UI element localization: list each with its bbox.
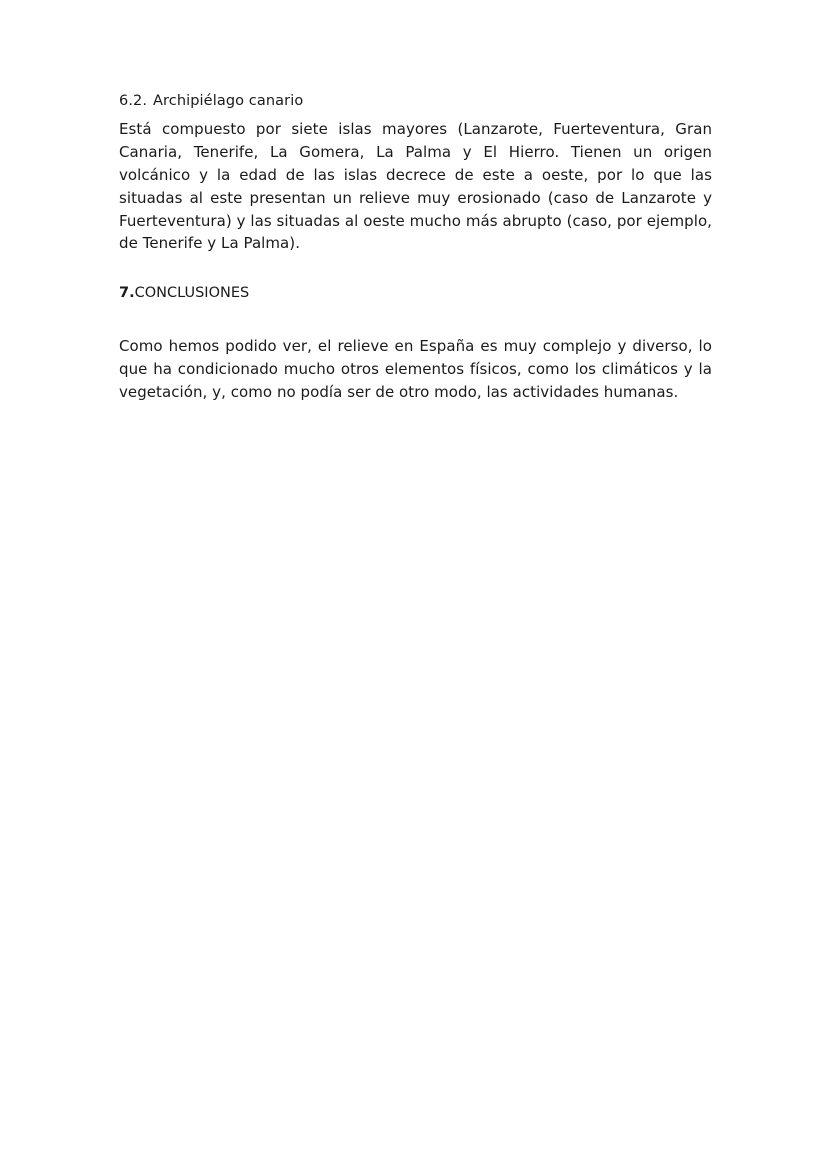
section-number: 6.2. xyxy=(119,93,148,109)
paragraph-conclusiones: Como hemos podido ver, el relieve en España es muy complejo y diverso, lo que ha condicionado mucho otros elementos físicos, como los climáticos y la vegetación, y, como no podía ser de otro modo, las actividades humanas. xyxy=(119,337,712,401)
section-number: 7. xyxy=(119,285,135,302)
section-heading-archipielago-canario xyxy=(119,90,712,112)
document-body xyxy=(119,90,712,403)
section-heading-conclusiones xyxy=(119,283,712,305)
paragraph-archipielago-canario: Está compuesto por siete islas mayores (Lanzarote, Fuerteventura, Gran Canaria, Tenerife, La Gomera, La Palma y El Hierro. Tienen un origen volcánico y la edad de las islas decrece de este a oeste, por lo que las situadas al este presentan un relieve muy erosionado (caso de Lanzarote y Fuerteventura) y las situadas al oeste mucho más abrupto (caso, por ejemplo, de Tenerife y La Palma). xyxy=(119,120,712,253)
section-title: Archipiélago canario xyxy=(153,93,304,109)
paragraph-block-conclusiones xyxy=(119,335,712,403)
section-title: CONCLUSIONES xyxy=(134,285,250,302)
